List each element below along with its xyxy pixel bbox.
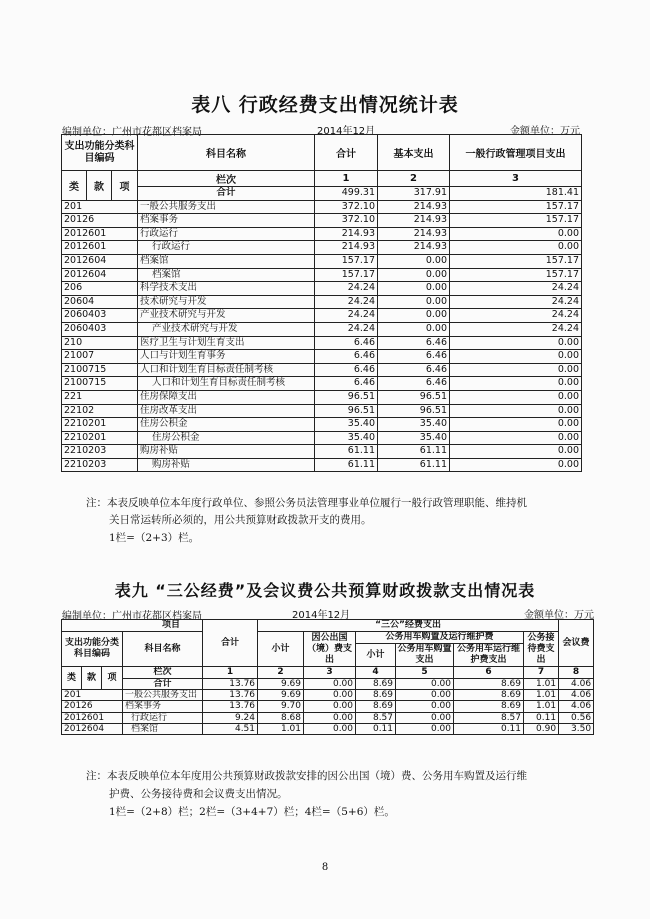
cell-value: 0.00: [450, 363, 582, 377]
cell-code: 2060403: [62, 309, 138, 323]
cell-value: 8.68: [258, 712, 304, 723]
cell-code: 2100715: [62, 377, 138, 391]
cell-value: 214.93: [315, 227, 378, 241]
cell-value: 4.51: [203, 723, 258, 734]
col-code-group: 支出功能分类科目编码: [62, 632, 123, 667]
table-row: [62, 214, 582, 228]
cell-value: 0.00: [304, 701, 356, 712]
table8-note-3: 1栏=（2+3）栏。: [109, 532, 200, 544]
cell-value: 157.17: [450, 268, 582, 282]
table-row: [62, 431, 582, 445]
cell-value: 6.46: [315, 350, 378, 364]
cell-value: 0.11: [356, 723, 396, 734]
table-row: [62, 241, 582, 255]
cell-value: 0.00: [378, 268, 450, 282]
cell-code: 20126: [62, 701, 123, 712]
cell-value: 0.00: [450, 418, 582, 432]
cell-value: 24.24: [315, 309, 378, 323]
cell-value: 6.46: [378, 336, 450, 350]
table-row: [62, 350, 582, 364]
cell-value: 8.69: [356, 690, 396, 701]
cell-name: 住房公积金: [138, 431, 315, 445]
cell-value: 9.69: [258, 679, 304, 690]
cell-value: 61.11: [378, 458, 450, 472]
cell-value: 96.51: [378, 404, 450, 418]
cell-value: 0.11: [454, 723, 524, 734]
cell-code: 201: [62, 690, 123, 701]
cell-name: 产业技术研究与开发: [138, 309, 315, 323]
cell-code: 2012601: [62, 712, 123, 723]
cell-value: 0.00: [378, 309, 450, 323]
table-row: [62, 322, 582, 336]
cell-value: 8.57: [356, 712, 396, 723]
cell-value: 35.40: [315, 418, 378, 432]
cell-value: 24.24: [315, 295, 378, 309]
cell-name: 人口和计划生育目标责任制考核: [138, 363, 315, 377]
col-code-group: 支出功能分类科目编码: [62, 135, 138, 171]
cell-value: 96.51: [378, 390, 450, 404]
cell-name: 行政运行: [138, 227, 315, 241]
cell-name: 人口与计划生育事务: [138, 350, 315, 364]
cell-code: 2100715: [62, 363, 138, 377]
table-row: [62, 309, 582, 323]
cell-value: 372.10: [315, 200, 378, 214]
table-row: [62, 712, 594, 723]
cell-value: 372.10: [315, 214, 378, 228]
cell-value: 6.46: [315, 363, 378, 377]
cell-value: 157.17: [450, 200, 582, 214]
cell-value: 0.00: [304, 690, 356, 701]
cell-value: 24.24: [450, 295, 582, 309]
cell-value: 6.46: [315, 377, 378, 391]
cell-value: 0.00: [450, 458, 582, 472]
table-row: [62, 336, 582, 350]
cell-value: 6.46: [315, 336, 378, 350]
cell-code: 20604: [62, 295, 138, 309]
cell-value: 0.00: [396, 701, 454, 712]
table9-note-1: 注：本表反映单位本年度用公共预算财政拨款安排的因公出国（境）费、公务用车购置及运行维: [86, 770, 527, 782]
cell-value: 1.01: [524, 679, 559, 690]
cell-value: 24.24: [315, 322, 378, 336]
table-row: [62, 404, 582, 418]
cell-value: 0.00: [450, 390, 582, 404]
cell-code: 2012601: [62, 227, 138, 241]
col-kuan: 款: [82, 667, 102, 690]
cell-code: 2210203: [62, 458, 138, 472]
cell-value: 0.00: [396, 723, 454, 734]
col-admin: 一般行政管理项目支出: [450, 135, 582, 171]
col-sub2: 小计: [356, 644, 396, 667]
cell-name: 住房公积金: [138, 418, 315, 432]
cell-value: 61.11: [378, 445, 450, 459]
table-row: [62, 200, 582, 214]
table-row: [62, 723, 594, 734]
table9: [61, 619, 594, 735]
cell-value: 157.17: [315, 254, 378, 268]
cell-value: 8.69: [454, 690, 524, 701]
table-row: [62, 377, 582, 391]
table8-unit-org: 编制单位：广州市花都区档案局: [62, 127, 202, 138]
cell-name: 技术研究与开发: [138, 295, 315, 309]
cell-name: 人口和计划生育目标责任制考核: [138, 377, 315, 391]
cell-value: 214.93: [378, 214, 450, 228]
cell-admin: 181.41: [450, 187, 582, 201]
cell-value: 35.40: [315, 431, 378, 445]
cell-name: 医疗卫生与计划生育支出: [138, 336, 315, 350]
table8-date: 2014年12月: [317, 126, 376, 137]
cell-value: 0.00: [304, 723, 356, 734]
cell-value: 8.69: [454, 701, 524, 712]
table-row: [62, 418, 582, 432]
cell-value: 4.06: [559, 690, 594, 701]
col-num: 7: [524, 667, 559, 679]
page-number: 8: [321, 862, 329, 873]
table9-currency: 金额单位：万元: [524, 610, 594, 621]
cell-value: 96.51: [315, 404, 378, 418]
cell-value: 0.00: [450, 445, 582, 459]
cell-value: 0.00: [378, 322, 450, 336]
cell-code: 22102: [62, 404, 138, 418]
cell-code: 2012601: [62, 241, 138, 255]
table9-note-2: 护费、公务接待费和会议费支出情况。: [109, 788, 288, 800]
col-kuan: 款: [87, 171, 112, 201]
row-lanci: 栏次: [138, 171, 315, 187]
cell-value: 157.17: [315, 268, 378, 282]
cell-name: 一般公共服务支出: [123, 690, 203, 701]
col-num: 8: [559, 667, 594, 679]
cell-value: 0.00: [450, 404, 582, 418]
col-lei: 类: [62, 667, 82, 690]
col-vehicle: 公务用车购置及运行维护费: [356, 632, 524, 644]
cell-value: 61.11: [315, 458, 378, 472]
cell-value: 0.00: [396, 690, 454, 701]
cell-value: 8.69: [454, 679, 524, 690]
col-num-3: 3: [450, 171, 582, 187]
cell-value: 1.01: [524, 690, 559, 701]
cell-value: 9.24: [203, 712, 258, 723]
cell-code: 201: [62, 200, 138, 214]
col-xiang: 项: [112, 171, 138, 201]
col-reception: 公务接待费支出: [524, 632, 559, 667]
table-row: [62, 679, 594, 690]
cell-value: 24.24: [450, 309, 582, 323]
cell-value: 9.69: [258, 690, 304, 701]
cell-value: 96.51: [315, 390, 378, 404]
col-num: 5: [396, 667, 454, 679]
table-row: [62, 363, 582, 377]
table-row: [62, 390, 582, 404]
cell-total: 499.31: [315, 187, 378, 201]
cell-value: 8.57: [454, 712, 524, 723]
col-maintain: 公务用车运行维护费支出: [454, 644, 524, 667]
cell-code: 2012604: [62, 723, 123, 734]
table8-note-2: 关日常运转所必须的，用公共预算财政拨款开支的费用。: [109, 514, 372, 526]
col-total: 合计: [203, 620, 258, 667]
table9-note-3: 1栏=（2+8）栏；2栏=（3+4+7）栏；4栏=（5+6）栏。: [109, 806, 395, 818]
cell-code: 2210201: [62, 418, 138, 432]
col-num-1: 1: [315, 171, 378, 187]
cell-name: 科学技术支出: [138, 282, 315, 296]
cell-value: 61.11: [315, 445, 378, 459]
cell-name: 购房补贴: [138, 458, 315, 472]
table9-date: 2014年12月: [292, 610, 351, 621]
cell-value: 157.17: [450, 214, 582, 228]
cell-name: 档案馆: [138, 254, 315, 268]
cell-value: 0.00: [450, 350, 582, 364]
cell-code: 21007: [62, 350, 138, 364]
col-abroad: 因公出国（境）费支出: [304, 632, 356, 667]
cell-value: 0.00: [378, 295, 450, 309]
cell-value: 214.93: [378, 241, 450, 255]
table-row: [62, 282, 582, 296]
col-name: 科目名称: [138, 135, 315, 171]
col-total: 合计: [315, 135, 378, 171]
table-row: [62, 295, 582, 309]
cell-name: 购房补贴: [138, 445, 315, 459]
total-label: 合计: [123, 679, 203, 690]
table-row: [62, 227, 582, 241]
cell-name: 档案事务: [138, 214, 315, 228]
cell-value: 35.40: [378, 431, 450, 445]
table-row: [62, 690, 594, 701]
cell-value: 24.24: [450, 282, 582, 296]
cell-value: 24.24: [315, 282, 378, 296]
col-name: 科目名称: [123, 632, 203, 667]
cell-value: 4.06: [559, 701, 594, 712]
cell-name: 档案事务: [123, 701, 203, 712]
cell-value: 9.70: [258, 701, 304, 712]
cell-code: 20126: [62, 214, 138, 228]
cell-name: 产业技术研究与开发: [138, 322, 315, 336]
cell-value: 214.93: [315, 241, 378, 255]
col-meeting: 会议费: [559, 620, 594, 667]
table-row: [62, 187, 582, 201]
cell-value: 4.06: [559, 679, 594, 690]
cell-value: 0.90: [524, 723, 559, 734]
row-lanci: 栏次: [123, 667, 203, 679]
col-num-2: 2: [378, 171, 450, 187]
cell-value: 214.93: [378, 227, 450, 241]
table-row: [62, 254, 582, 268]
cell-code: 206: [62, 282, 138, 296]
table-row: [62, 458, 582, 472]
cell-value: 0.00: [450, 336, 582, 350]
cell-value: 13.76: [203, 690, 258, 701]
cell-value: 0.00: [396, 712, 454, 723]
cell-name: 一般公共服务支出: [138, 200, 315, 214]
col-basic: 基本支出: [378, 135, 450, 171]
table8: [61, 134, 582, 472]
table-row: [62, 701, 594, 712]
table-row: [62, 445, 582, 459]
table8-currency: 金额单位：万元: [510, 126, 580, 137]
col-num: 6: [454, 667, 524, 679]
cell-value: 24.24: [450, 322, 582, 336]
table8-title: 表八 行政经费支出情况统计表: [191, 94, 459, 116]
cell-value: 13.76: [203, 679, 258, 690]
cell-value: 1.01: [258, 723, 304, 734]
cell-code: 221: [62, 390, 138, 404]
cell-value: 0.00: [304, 712, 356, 723]
col-num: 4: [356, 667, 396, 679]
total-label: 合计: [138, 187, 315, 201]
cell-value: 8.69: [356, 679, 396, 690]
cell-value: 0.00: [450, 241, 582, 255]
col-sangong: “三公”经费支出: [258, 620, 559, 632]
col-num: 1: [203, 667, 258, 679]
col-lei: 类: [62, 171, 87, 201]
table9-title: 表九 “三公经费”及会议费公共预算财政拨款支出情况表: [114, 581, 536, 600]
cell-value: 35.40: [378, 418, 450, 432]
col-subtotal: 小计: [258, 632, 304, 667]
cell-code: 2210201: [62, 431, 138, 445]
cell-value: 8.69: [356, 701, 396, 712]
cell-value: 6.46: [378, 350, 450, 364]
col-xiang: 项: [102, 667, 123, 690]
col-item: 项目: [62, 620, 203, 632]
cell-value: 3.50: [559, 723, 594, 734]
cell-name: 行政运行: [138, 241, 315, 255]
cell-code: 2012604: [62, 268, 138, 282]
cell-value: 0.00: [378, 282, 450, 296]
cell-value: 6.46: [378, 363, 450, 377]
table8-note-1: 注：本表反映单位本年度行政单位、参照公务员法管理事业单位履行一般行政管理职能、维持机: [86, 497, 527, 509]
cell-code: 2060403: [62, 322, 138, 336]
cell-name: 行政运行: [123, 712, 203, 723]
cell-code: 2012604: [62, 254, 138, 268]
cell-value: 13.76: [203, 701, 258, 712]
cell-value: 1.01: [524, 701, 559, 712]
cell-value: 0.00: [450, 377, 582, 391]
cell-value: 6.46: [378, 377, 450, 391]
col-num: 3: [304, 667, 356, 679]
cell-value: 0.00: [450, 227, 582, 241]
cell-value: 157.17: [450, 254, 582, 268]
cell-code: 210: [62, 336, 138, 350]
cell-value: 0.00: [304, 679, 356, 690]
cell-value: 0.00: [450, 431, 582, 445]
cell-name: 档案馆: [138, 268, 315, 282]
cell-value: 214.93: [378, 200, 450, 214]
cell-name: 住房保障支出: [138, 390, 315, 404]
cell-code: 2210203: [62, 445, 138, 459]
cell-value: 0.11: [524, 712, 559, 723]
cell-name: 住房改革支出: [138, 404, 315, 418]
col-num: 2: [258, 667, 304, 679]
table-row: [62, 268, 582, 282]
cell-value: 0.56: [559, 712, 594, 723]
cell-value: 0.00: [396, 679, 454, 690]
col-purchase: 公务用车购置支出: [397, 644, 452, 665]
table9-unit-org: 编制单位：广州市花都区档案局: [62, 611, 202, 622]
cell-name: 档案馆: [123, 723, 203, 734]
cell-basic: 317.91: [378, 187, 450, 201]
cell-value: 0.00: [378, 254, 450, 268]
